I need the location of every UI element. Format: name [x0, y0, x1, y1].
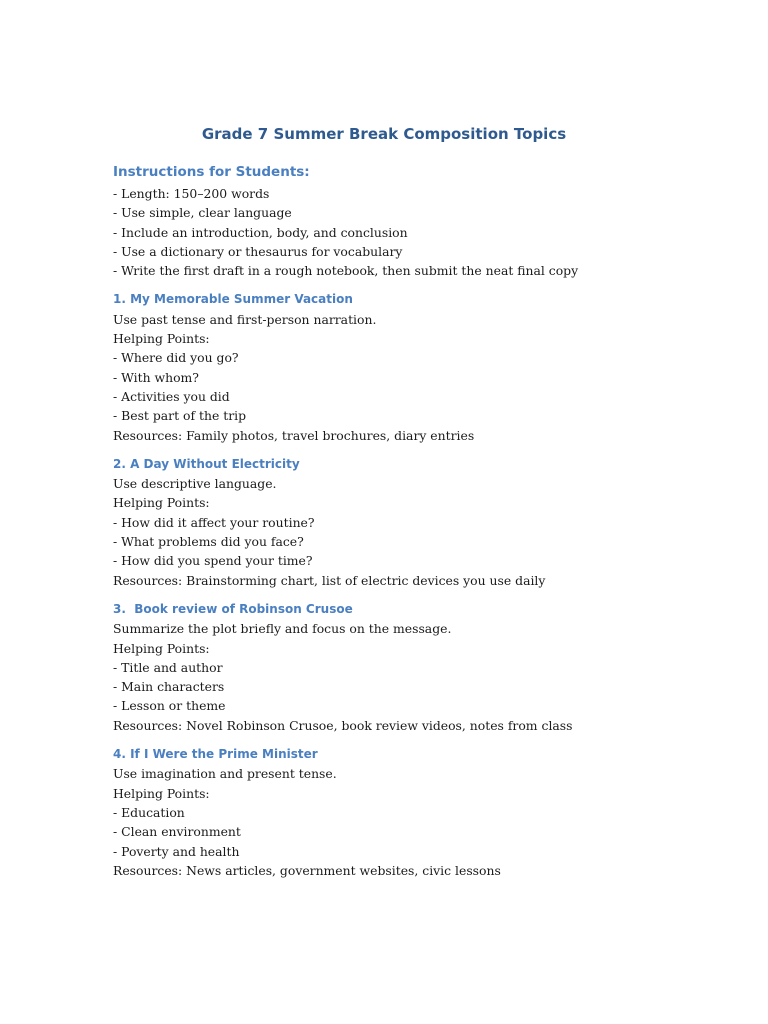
topic-heading: 4. If I Were the Prime Minister — [113, 747, 318, 762]
document-body — [113, 162, 733, 880]
instruction-item: - Length: 150–200 words — [113, 186, 270, 201]
instructions-section — [113, 162, 733, 280]
helping-points-label: Helping Points: — [113, 495, 210, 511]
helping-point: - Lesson or theme — [113, 698, 226, 714]
helping-point: - Poverty and health — [113, 843, 240, 859]
instructions-heading: Instructions for Students: — [113, 164, 310, 180]
helping-point: - How did it affect your routine? — [113, 514, 315, 530]
instruction-item: - Use a dictionary or thesaurus for vocabulary — [113, 243, 403, 259]
instruction-item: - Write the first draft in a rough notebook, then submit the neat final copy — [113, 263, 579, 279]
topic-heading: 3. Book review of Robinson Crusoe — [113, 601, 353, 616]
page-title: Grade 7 Summer Break Composition Topics — [201, 125, 567, 143]
topic-section-4 — [113, 745, 733, 880]
helping-point: - Main characters — [113, 679, 225, 695]
topic-heading: 2. A Day Without Electricity — [113, 456, 300, 471]
topic-resources: Resources: Novel Robinson Crusoe, book review videos, notes from class — [113, 717, 573, 733]
helping-points-label: Helping Points: — [113, 785, 210, 801]
topic-heading: 1. My Memorable Summer Vacation — [113, 292, 353, 307]
helping-point: - Best part of the trip — [113, 408, 247, 424]
topic-note: Summarize the plot briefly and focus on the message. — [113, 621, 452, 637]
topic-section-2 — [113, 455, 733, 590]
helping-point: - Title and author — [113, 659, 223, 675]
helping-point: - What problems did you face? — [113, 534, 304, 550]
topic-note: Use descriptive language. — [113, 476, 277, 492]
topic-resources: Resources: Family photos, travel brochures, diary entries — [113, 427, 475, 443]
helping-point: - Clean environment — [113, 824, 241, 840]
helping-point: - Education — [113, 804, 185, 820]
helping-point: - How did you spend your time? — [113, 553, 313, 569]
topic-resources: Resources: Brainstorming chart, list of electric devices you use daily — [113, 572, 546, 588]
helping-point: - Activities you did — [113, 388, 230, 404]
topic-section-3 — [113, 600, 733, 735]
helping-points-label: Helping Points: — [113, 640, 210, 656]
topic-resources: Resources: News articles, government websites, civic lessons — [113, 862, 501, 878]
helping-point: - With whom? — [113, 369, 199, 385]
instruction-item: - Include an introduction, body, and conclusion — [113, 224, 408, 240]
helping-points-label: Helping Points: — [113, 331, 210, 347]
topic-note: Use imagination and present tense. — [113, 766, 337, 782]
topic-section-1 — [113, 290, 733, 444]
helping-point: - Where did you go? — [113, 350, 239, 366]
instruction-item: - Use simple, clear language — [113, 205, 292, 221]
topic-note: Use past tense and first-person narration. — [113, 311, 377, 327]
